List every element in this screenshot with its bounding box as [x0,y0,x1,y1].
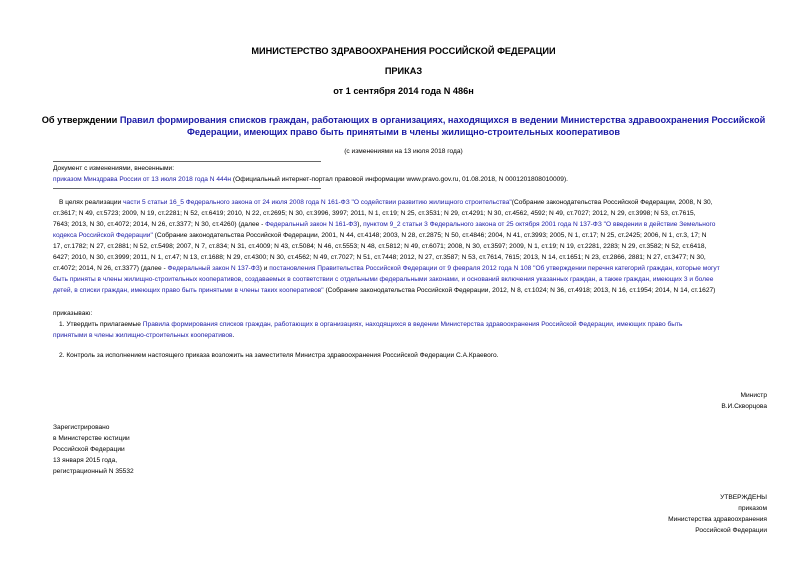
approved-line: Российской Федерации [695,527,767,534]
signature-role: Министр [740,392,767,399]
item1-prefix: 1. Утвердить прилагаемые [59,321,143,328]
registration-line: Зарегистрировано [53,424,110,431]
preamble-text: ст.4072; 2014, N 26, ст.3377) (далее - [53,265,168,272]
law-reference-link[interactable]: быть приняты в члены жилищно-строительных кооперативов, создаваемых в соответствии с отдельными федеральными законами, и оснований включения указанных граждан, а также граждан, имеющих 3 и более [53,276,714,283]
document-title-line2 [0,127,807,137]
document-date-number: от 1 сентября 2014 года N 486н [333,86,474,96]
preamble-text: В целях реализации [59,199,124,206]
approved-block [668,492,767,536]
item1-line2 [53,330,773,341]
registration-block [53,422,134,477]
document-type: ПРИКАЗ [384,66,423,76]
rules-link-part2[interactable]: принятыми в члены жилищно-строительных кооперативов [53,332,233,339]
registration-line: регистрационный N 35532 [53,468,134,475]
preamble-text: (Собрание законодательства Российской Федерации, 2001, N 44, ст.4148; 2003, N 28, ст.2875; N 50, ст.4846; 2004, N 41, ст.3993; 2005, N 1, ст.17; N 25, ст.2425; 2006, N 1, ст.3, 17; N [152,232,707,239]
law-reference-link[interactable]: части 5 статьи 16_5 Федерального закона от 24 июля 2008 года N 161-ФЗ "О содействии развитию жилищного строительства" [123,199,512,206]
preamble-line [53,274,773,285]
changes-top-rule [53,161,321,162]
order-item-2: 2. Контроль за исполнением настоящего приказа возложить на заместителя Министра здравоохранения Российской Федерации С.А.Краевого. [59,352,499,359]
law-reference-link[interactable]: постановления Правительства Российской Федерации от 9 февраля 2012 года N 108 "Об утверждении перечня категорий граждан, которые могут [269,265,720,272]
preamble-line [53,230,773,241]
registration-line: Российской Федерации [53,446,125,453]
preamble-text: ) и [259,265,270,272]
item1-line1 [53,319,773,330]
preamble-line [53,252,773,263]
preamble-text: 7643; 2013, N 30, ст.4072; 2014, N 26, ст.3377; N 30, ст.4260) (далее - [53,221,266,228]
preamble-line [53,197,773,208]
title-link-part1[interactable]: Правил формирования списков граждан, работающих в организациях, находящихся в ведении Министерства здравоохранения Российской [119,115,766,125]
preamble-text: 17, ст.1782; N 27, ст.2881; N 52, ст.5498; 2007, N 7, ст.834; N 31, ст.4009; N 43, ст.5084; N 46, ст.5553; N 48, ст.5812; N 49, ст.6071; 2008, N 30, ст.3597; 2009, N 1, ст.19; N 19, ст.2281, 2283; N 29, ст.3582; N 52, ст.6418, [53,243,707,250]
preamble-line [53,263,773,274]
law-reference-link[interactable]: детей, в списки граждан, имеющих право быть принятыми в члены таких кооперативов" [53,287,324,294]
registration-line: в Министерстве юстиции [53,435,130,442]
law-reference-link[interactable]: кодекса Российской Федерации" [53,232,153,239]
preamble-text: ), [357,221,364,228]
title-link-part2[interactable]: Федерации, имеющих право быть принятыми в члены жилищно-строительных кооперативов [187,127,620,137]
law-reference-link[interactable]: пунктом 9_2 статьи 3 Федерального закона от 25 октября 2001 года N 137-ФЗ "О введении в действие Земельного [363,221,716,228]
approved-line: УТВЕРЖДЕНЫ [720,494,767,501]
changes-bottom-rule [53,188,321,189]
amended-note: (с изменениями на 13 июля 2018 года) [344,148,463,155]
signature-block [721,390,767,412]
preamble-text: (Собрание законодательства Российской Федерации, 2008, N 30, [511,199,713,206]
rules-link-part1[interactable]: Правила формирования списков граждан, работающих в организациях, находящихся в ведении Министерства здравоохранения Российской Федерации, имеющих право быть [142,321,683,328]
order-word: приказываю: [53,310,93,317]
ministry-heading: МИНИСТЕРСТВО ЗДРАВООХРАНЕНИЯ РОССИЙСКОЙ ФЕДЕРАЦИИ [251,46,556,56]
preamble-text: 6427; 2010, N 30, ст.3999; 2011, N 1, ст.47; N 13, ст.1688; N 29, ст.4300; N 30, ст.4562; N 49, ст.7027; N 51, ст.7448; 2012, N 27, ст.3587; N 53, ст.7614, 7615; 2013, N 14, ст.1651; N 23, ст.2866, 2881; N 27, ст.3477; N 30, [53,254,706,261]
document-title-line1 [0,115,807,125]
amending-order-link[interactable]: приказом Минздрава России от 13 июля 2018 года N 444н [53,176,232,183]
law-reference-link[interactable]: Федеральный закон N 137-ФЗ [167,265,260,272]
amending-order-source: (Официальный интернет-портал правовой информации www.pravo.gov.ru, 01.08.2018, N 0001201808010009). [231,176,568,183]
signature-name: В.И.Скворцова [721,403,767,410]
preamble-line [53,219,773,230]
approved-line: приказом [738,505,767,512]
changes-entry [53,174,568,185]
preamble-line [53,208,773,219]
approved-line: Министерства здравоохранения [668,516,767,523]
law-reference-link[interactable]: Федеральный закон N 161-ФЗ [265,221,358,228]
registration-line: 13 января 2015 года, [53,457,118,464]
changes-intro: Документ с изменениями, внесенными: [53,165,175,172]
item1-end: . [232,332,235,339]
preamble-paragraph [53,197,773,296]
preamble-text: (Собрание законодательства Российской Федерации, 2012, N 8, ст.1024; N 36, ст.4918; 2013, N 16, ст.1954; 2014, N 14, ст.1627) [323,287,716,294]
preamble-line [53,285,773,296]
preamble-text: ст.3617; N 49, ст.5723; 2009, N 19, ст.2281; N 52, ст.6419; 2010, N 22, ст.2695; N 30, ст.3996, 3997; 2011, N 1, ст.19; N 25, ст.3531; N 29, ст.4291; N 30, ст.4562, 4592; N 49, ст.7027; 2012, N 29, ст.3998; N 53, ст.7615, [53,210,696,217]
title-prefix: Об утверждении [41,115,120,125]
order-item-1 [53,319,773,341]
preamble-line [53,241,773,252]
